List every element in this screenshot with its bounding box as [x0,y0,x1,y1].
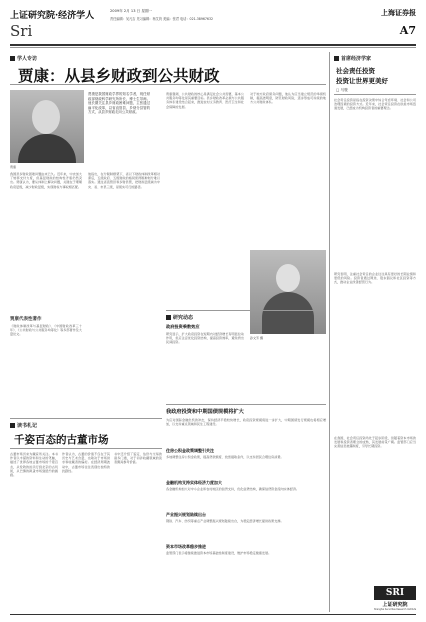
news-divider [166,310,326,311]
interview-photo-face [276,264,300,292]
institute-logo [374,586,416,614]
news-column-tag: 研究动态 [166,314,193,321]
feature-body-c: 贾康强调，公共财政的核心是满足社会公共需要，基本公共服务均等化是其重要目标。县乡财政改革必须与公共服务体系建设结合起来，推进农村义务教育、医疗卫生和社会保障的发展。 [166,92,244,109]
news-item2-title: 金融机构支持实体经济力度加大 [166,480,222,485]
portrait-photo [10,90,84,163]
feature-body-a: 我国县乡财政困难问题由来已久。近年来，中央加大了转移支付力度，但基层财政的结构性矛盾仍然突出。贾康认为，要从体制上解决问题，关键在于理顺政府层级，减少财政层级，实现财权与事权相匹配。 [10,172,82,189]
news-item1-body: 多地调整住房公积金政策，提高贷款额度、放宽提取条件，以支持居民合理住房消费。 [166,455,284,459]
feature-body-d: 对于地方政府债务问题，他认为应当建立规范的举债机制，提高透明度，防范财政风险，逐步形成可持续的地方公共财政体系。 [250,92,326,105]
right-body-b: 研究表明，注重社会责任的企业往往具有更好的长期业绩和更低的风险。投资者通过筛选、股东倡议和社区投资等方式，推动企业改善经营行为。 [334,272,416,285]
news-item1-title: 住房公积金政策调整引关注 [166,448,214,453]
news-item3-body: 钢铁、汽车、纺织等重点产业调整振兴规划陆续出台，为稳定经济增长提供政策支撑。 [166,519,284,523]
news-brief-title: 政府投资乘数效应 [166,324,200,329]
books-body-c: 书中还介绍了鉴定、估价与交易的诸多门道，对于初涉收藏领域的读者颇具参考价值。 [114,452,162,465]
masthead-rule [10,44,416,46]
feature-rule [10,84,326,85]
feature-intro: 贾康是我国财政学界的知名学者，现任财政部财政科学研究所所长、博士生导师。他长期关注县乡财政困难问题，主张通过扁平化改革，以省直管县、乡财分县管的方式，从县乡财政走向公共财政。 [88,92,150,115]
right-rule [334,94,416,95]
books-rule [10,448,162,449]
institute-logo-cn: 上证研究院 [382,602,408,608]
footer-rule [10,614,416,615]
portrait-face [32,100,60,134]
interview-photo [250,250,326,334]
news-lead-title: 我政府投资和中期国债规模将扩大 [166,409,244,415]
feature-body-b: 他指出，在分税制框架下，省以下财政体制改革相对滞后，五级政府、五级财政的格局使得税种划分难以落实。通过省直管县和乡财县管，把财政层级减为中央、省、市县三级，是现实可行的路径。 [88,172,160,189]
news-item3-title: 产业振兴规划陆续出台 [166,512,206,517]
news-item4-body: 监管部门表示将继续推进资本市场基础性制度建设，维护市场稳定健康发展。 [166,551,272,555]
feature-body-e: 《财政体制改革与基层财政》、《中国财政改革三十年》、《公共财政与公共服务均等化》等多部著作及大量论文。 [10,324,82,337]
books-body-a: 古董市场历来为藏家所关注。本书作者以丰富的资料和生动的笔触，描述了世界各地古董市场的千姿百态，从伦敦的拍卖行到北京的古玩街，从巴黎的跳蚤市场到纽约的画廊。 [10,452,58,478]
news-brief-body: 研究显示，扩大政府投资在短期内对经济增长有明显拉动作用，但应注意优化投资结构，提高投资效率，避免挤出民间投资。 [166,332,244,345]
right-body-c: 在我国，社会责任投资尚处于起步阶段，但随着资本市场的发展和投资者理念的成熟，其发展前景广阔。监管部门应当完善信息披露制度，引导长期投资。 [334,436,416,449]
books-headline: 千姿百态的古董市场 [14,434,109,446]
feature-headline: 贾康：从县乡财政到公共财政 [18,66,220,85]
masthead-rule-thin [10,47,416,48]
right-body-a: 社会责任投资是指在投资决策中综合考虑环境、社会和公司治理因素的投资方式。近年来，社会责任投资在欧美市场迅速发展，已经成为机构投资者的重要理念。 [334,98,416,111]
page-number: A7 [399,24,416,37]
masthead-editor: 责任编辑：吴凡吉 见习编辑：杨艾钧 美编：张君 电话：021-38967632 [110,17,213,21]
right-title-line2: 投资让世界更美好 [336,77,388,85]
interview-photo-caption: 孙文芳 摄 [250,336,263,340]
institute-logo-en: Shanghai Securities Research Institute [374,608,416,611]
masthead-date: 2009年 2月 13 日 星期一 [110,9,153,13]
books-column-tag: 读书札记 [10,422,37,429]
feature-sub-heading: 贾康代表性著作 [10,317,42,322]
books-divider [10,418,162,419]
institute-logo-mark: SRI [374,586,416,600]
column-divider [329,52,330,612]
news-item4-title: 资本市场改革稳步推进 [166,544,206,549]
feature-column-tag: 学人专访 [10,55,37,62]
news-item2-body: 各金融机构加大对中小企业和农村地区的信贷支持，优化信贷结构，确保信贷资金流向实体经济。 [166,487,300,491]
news-lead-rule [166,404,326,405]
masthead-paper-name: 上海证券报 [381,8,416,17]
portrait-caption: 贾康 [10,165,17,169]
right-title-line1: 社会责任投资 [336,67,375,75]
masthead-brand-en: Sri [10,22,33,40]
right-author: □ 马骏 [336,88,348,92]
books-body-b: 作者认为，古董的价值不仅在于其历史与艺术含量，也取决于市场供求和收藏者的偏好。在经济周期波动中，古董市场往往表现出独特的抗跌性。 [62,452,110,473]
portrait-body [18,134,76,163]
right-column-tag: 首席经济学家 [334,55,371,62]
masthead-brand: 上证研究院·经济学人 [10,11,95,21]
interview-photo-body [262,292,314,334]
news-lead-body: 为应对国际金融危机的冲击，保持经济平稳较快增长，政府投资规模将进一步扩大，中期国债发行规模也将相应增加，以支持重点领域和民生工程建设。 [166,418,326,427]
